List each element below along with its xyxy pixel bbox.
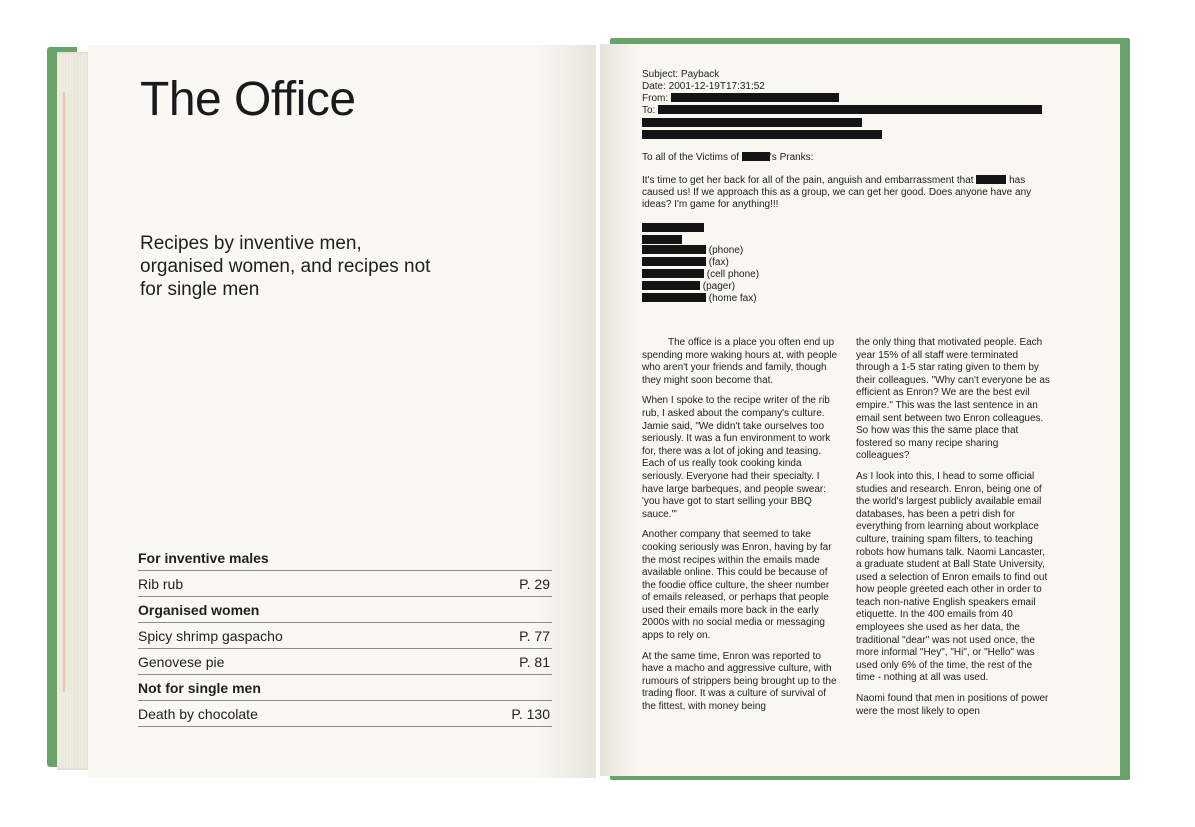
signature-line: (cell phone) [642, 269, 1052, 281]
page-edges [57, 52, 91, 770]
article-column-1 [642, 337, 838, 722]
paragraph: At the same time, Enron was reported to have a macho and aggressive culture, with rumours of strippers being brought up to the trading floor. It was a culture of survival of the fittest, with money being [642, 650, 837, 713]
paragraph: the only thing that motivated people. Each year 15% of all staff were terminated through a 1-5 star rating given to them by their colleagues. "Why can't everyone be as efficient as Enron? We are the best evil empire." This was the last sentence in an email sent between two Enron colleagues. So how was this the same place that fostered so many recipe sharing colleagues? [856, 337, 1050, 462]
toc-page-number: P. 130 [511, 705, 550, 722]
toc-entry-row[interactable] [138, 649, 552, 675]
signature-line: (fax) [642, 257, 1052, 269]
toc-label: Organised women [138, 601, 260, 618]
redaction-bar [742, 152, 770, 161]
redaction-bar [642, 130, 882, 139]
redaction-bar [642, 269, 704, 278]
toc-page-number: P. 81 [519, 653, 550, 670]
redaction-bar [642, 235, 682, 244]
email-subject: Subject: Payback [642, 69, 720, 80]
toc-label: Rib rub [138, 575, 184, 592]
toc-label: Genovese pie [138, 653, 225, 670]
signature-line: (home fax) [642, 293, 1052, 305]
article-column-2 [856, 337, 1052, 726]
toc-label: For inventive males [138, 549, 269, 566]
toc-entry-row[interactable] [138, 571, 552, 597]
chapter-title: The Office [140, 73, 356, 126]
email-from: From: [642, 93, 1062, 105]
toc-section-row [138, 545, 552, 571]
table-of-contents [138, 545, 552, 727]
email-greeting: To all of the Victims of 's Pranks: [642, 152, 814, 163]
redaction-bar [976, 175, 1006, 184]
toc-section-row [138, 597, 552, 623]
redaction-bar [642, 245, 706, 254]
email-body: It's time to get her back for all of the pain, anguish and embarrassment that has caused us! If we approach this as a group, we can get her good. Does anyone have any ideas? I'm game for anything!!! [642, 175, 1032, 210]
signature-line: (phone) [642, 245, 1052, 257]
toc-label: Spicy shrimp gaspacho [138, 627, 283, 644]
signature-block [642, 245, 1052, 305]
toc-entry-row[interactable] [138, 701, 552, 727]
paragraph: When I spoke to the recipe writer of the rib rub, I asked about the company's culture. Jamie said, "We didn't take ourselves too seriously. It was a fun environment to work for, there was a lot of joking and teasing. Each of us really took cooking kinda seriously. Everyone had their specialty. I have large barbeques, and people swear: 'you have got to start selling your BBQ sauce.'" [642, 395, 831, 520]
paragraph: As I look into this, I head to some official studies and research. Enron, being one of the world's largest publicly available email databases, has been a petri dish for everything from learning about workplace culture, training spam filters, to teaching robots how humans talk. Naomi Lancaster, a graduate student at Ball State University, used a selection of Enron emails to find out how people greeted each other in order to teach non-native English speakers email etiquette. In the 400 emails from 40 employees she used as her data, the traditional "dear" was not used once, the more informal "Hey", "Hi", or "Hello" was used only 6% of the time, the rest of the time - nothing at all was used. [856, 470, 1048, 684]
toc-page-number: P. 77 [519, 627, 550, 644]
paragraph: Another company that seemed to take cooking seriously was Enron, having by far the most recipes within the emails made available online. This could be because of the foodie office culture, the sheer number of emails released, or perhaps that people used their emails more back in the early 2000s with no social media or messaging apps to rely on. [642, 529, 832, 642]
redaction-bar [642, 293, 706, 302]
redaction-bar [642, 281, 700, 290]
redaction-bar [642, 223, 704, 232]
email-header [642, 69, 1062, 117]
paragraph: Naomi found that men in positions of power were the most likely to open [856, 693, 1049, 717]
signature-line: (pager) [642, 281, 1052, 293]
redaction-bar [671, 93, 839, 102]
toc-page-number: P. 29 [519, 575, 550, 592]
redaction-bar [642, 257, 706, 266]
email-date: Date: 2001-12-19T17:31:52 [642, 81, 765, 92]
chapter-subtitle: Recipes by inventive men, organised women, and recipes not for single men [140, 233, 431, 300]
toc-entry-row[interactable] [138, 623, 552, 649]
toc-label: Death by chocolate [138, 705, 258, 722]
paragraph: The office is a place you often end up spending more waking hours at, with people who aren't your friends and family, though they might soon become that. [642, 337, 838, 386]
redaction-bar [658, 105, 1042, 114]
email-to: To: [642, 105, 1062, 117]
toc-section-row [138, 675, 552, 701]
toc-label: Not for single men [138, 679, 261, 696]
redaction-bar [642, 118, 862, 127]
